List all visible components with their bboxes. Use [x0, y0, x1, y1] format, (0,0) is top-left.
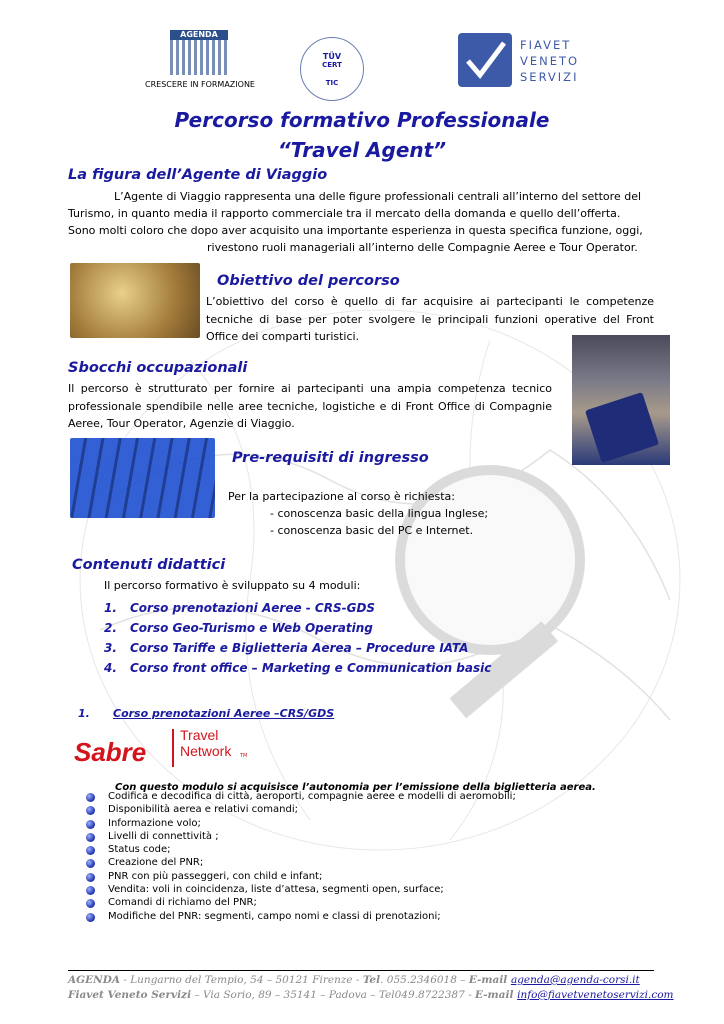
obiettivo-text: L’obiettivo del corso è quello di far acquisire ai partecipanti le competenze tecniche di base per poter svolgere le principali funzioni operative del Front Office dei comparti turistici.	[206, 295, 654, 343]
page-title-line1: Percorso formativo Professionale	[174, 108, 550, 132]
contenuti-heading: Contenuti didattici	[72, 557, 226, 573]
keyboard-photo	[70, 438, 215, 518]
agenda-logo	[170, 30, 228, 75]
list-item: Status code;	[82, 843, 642, 856]
footer-line1: AGENDA - Lungarno del Tempio, 54 – 50121 Firenze - Tel. 055.2346018 – E-mail agenda@agenda-corsi.it	[68, 974, 640, 986]
list-item: Livelli di connettività ;	[82, 830, 642, 843]
tagline: CRESCERE IN FORMAZIONE	[145, 80, 255, 89]
modulo1-title: Corso prenotazioni Aeree –CRS/GDS	[113, 707, 335, 720]
globe-photo	[70, 263, 200, 338]
figura-line1: L’Agente di Viaggio rappresenta una delle figure professionali centrali all’interno del settore del	[114, 190, 642, 203]
modulo1-number: 1.	[78, 707, 90, 720]
list-item: Codifica e decodifica di città, aeroporti, compagnie aeree e modelli di aeromobili;	[82, 790, 642, 803]
figura-line3: Sono molti coloro che dopo aver acquisito una importante esperienza in questa specifica funzione, oggi,	[68, 224, 643, 237]
check-icon	[458, 33, 512, 87]
fiavet-logo: FIAVET VENETO SERVIZI	[458, 33, 638, 95]
modulo1-bullet-list	[82, 790, 642, 923]
list-item: Creazione del PNR;	[82, 856, 642, 869]
sbocchi-text: Il percorso è strutturato per fornire ai partecipanti una ampia competenza tecnico professionale spendibile nelle aree tecniche, logistiche e di Front Office di Compagnie Aeree, Tour Operator, Agenzie di Viaggio.	[68, 382, 552, 430]
agenda-email-link[interactable]: agenda@agenda-corsi.it	[510, 974, 640, 986]
airport-photo	[572, 335, 670, 465]
list-item: Comandi di richiamo del PNR;	[82, 896, 642, 909]
footer-line2: Fiavet Veneto Servizi – Via Sorio, 89 – 35141 – Padova – Tel049.8722387 - E-mail info@fiavetvenetoservizi.com	[68, 989, 674, 1001]
list-item: Vendita: voli in coincidenza, liste d’attesa, segmenti open, surface;	[82, 883, 642, 896]
sabre-travel-network-logo: Sabre Travel Network TM	[74, 727, 248, 767]
modulo1-summary: Con questo modulo si acquisisce l’autonomia per l’emissione della biglietteria aerea.	[115, 782, 596, 793]
fiavet-email-link[interactable]: info@fiavetvenetoservizi.com	[517, 989, 674, 1001]
module-item-4: 4. Corso front office – Marketing e Communication basic	[104, 661, 492, 675]
list-item: PNR con più passeggeri, con child e infant;	[82, 870, 642, 883]
page-title-line2: “Travel Agent”	[277, 138, 447, 162]
footer-divider	[68, 970, 654, 971]
tuv-cert-logo: TÜV CERT TIC	[300, 37, 364, 101]
module-item-1: 1. Corso prenotazioni Aeree - CRS-GDS	[104, 601, 376, 615]
figura-line4: rivestono ruoli manageriali all’interno delle Compagnie Aeree e Tour Operator.	[207, 241, 638, 254]
list-item: Modifiche del PNR: segmenti, campo nomi e classi di prenotazioni;	[82, 910, 642, 923]
obiettivo-heading: Obiettivo del percorso	[217, 273, 400, 289]
figura-line2: Turismo, in quanto media il rapporto commerciale tra il mercato della domanda e quello dell’offerta.	[68, 207, 621, 220]
module-list	[104, 598, 491, 678]
figura-heading: La figura dell’Agente di Viaggio	[68, 167, 328, 183]
module-item-3: 3. Corso Tariffe e Biglietteria Aerea – Procedure IATA	[104, 641, 469, 655]
prerequisiti-intro: Per la partecipazione al corso è richiesta:	[228, 490, 455, 503]
contenuti-intro: Il percorso formativo è sviluppato su 4 moduli:	[104, 579, 361, 592]
module-item-2: 2. Corso Geo-Turismo e Web Operating	[104, 621, 373, 635]
prerequisiti-item-1: - conoscenza basic della lingua Inglese;	[270, 507, 489, 520]
list-item: Disponibilità aerea e relativi comandi;	[82, 803, 642, 816]
prerequisiti-item-2: - conoscenza basic del PC e Internet.	[270, 524, 474, 537]
agenda-logo-text: AGENDA	[170, 30, 228, 40]
prerequisiti-heading: Pre-requisiti di ingresso	[232, 450, 429, 466]
list-item: Informazione volo;	[82, 817, 642, 830]
sbocchi-heading: Sbocchi occupazionali	[68, 360, 248, 376]
